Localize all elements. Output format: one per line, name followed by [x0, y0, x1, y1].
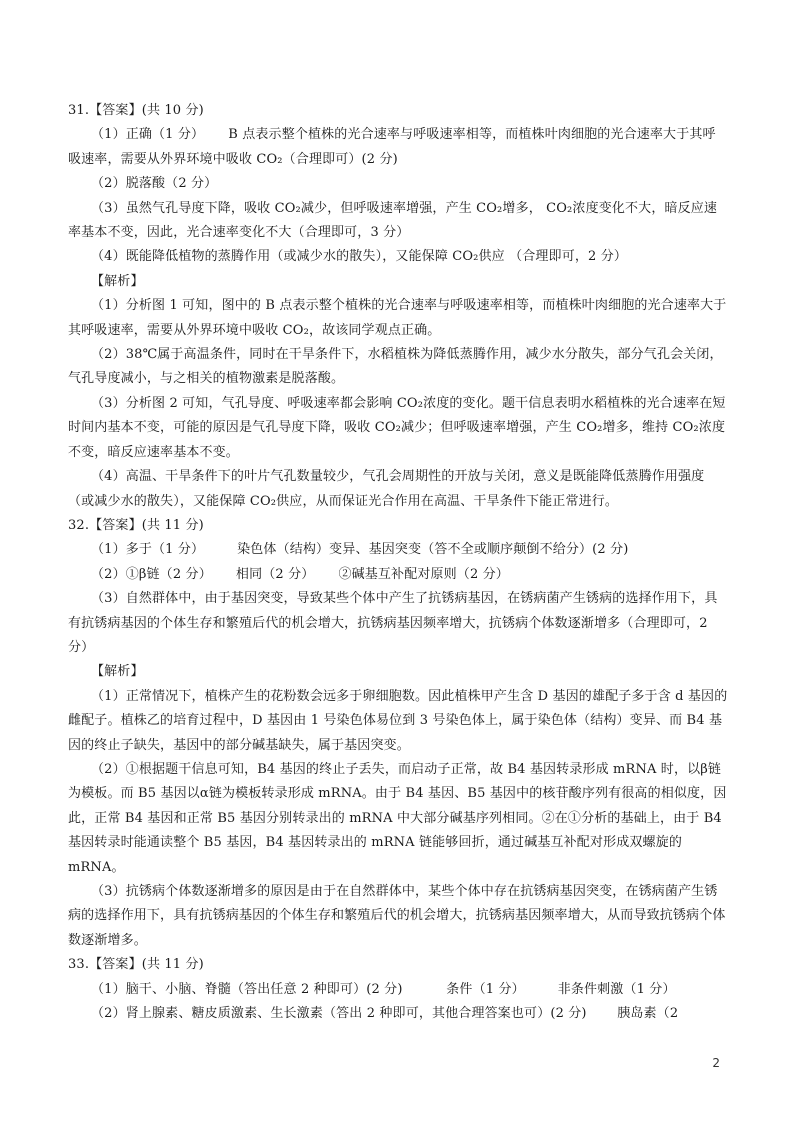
q31-explanation-2: （2）38℃属于高温条件，同时在干旱条件下，水稻植株为降低蒸腾作用，减少水分散失，部分气孔会关闭，气孔导度减小，与之相关的植物激素是脱落酸。 — [68, 347, 723, 387]
q31-analysis-label: 【解析】 — [91, 273, 144, 289]
q32-explanation-3: （3）抗锈病个体数逐渐增多的原因是由于在自然群体中，某些个体中存在抗锈病基因突变，在锈病菌产生锈病的选择作用下，具有抗锈病基因的个体生存和繁殖后代的机会增大，抗锈病基因频率增大，从而导致抗锈病个体数逐渐增多。 — [68, 884, 726, 948]
q33-heading: 33.【答案】(共 11 分) — [68, 957, 204, 973]
q32-analysis-label: 【解析】 — [91, 664, 144, 680]
q32-answer-2: （2）①β链（2 分） 相同（2 分） ②碱基互补配对原则（2 分） — [91, 566, 509, 582]
page-number: 2 — [712, 1056, 720, 1070]
q32-answer-1: （1）多于（1 分） 染色体（结构）变异、基因突变（答不全或顺序颠倒不给分）(2 分) — [91, 542, 629, 558]
q32-heading: 32.【答案】(共 11 分) — [68, 517, 204, 533]
q32-explanation-1: （1）正常情况下，植株产生的花粉数会远多于卵细胞数。因此植株甲产生含 D 基因的雄配子多于含 d 基因的雌配子。植株乙的培育过程中，D 基因由 1 号染色体易位到 3 号染色体上，属于染色体（结构）变异、而 B4 基因的终止子缺失，基因中的部分碱基缺失，属于基因突变。 — [68, 688, 728, 753]
q31-explanation-4: （4）高温、干旱条件下的叶片气孔数量较少，气孔会周期性的开放与关闭，意义是既能降低蒸腾作用强度（或减少水的散失），又能保障 CO₂供应，从而保证光合作用在高温、干旱条件下能正常进行。 — [68, 469, 705, 509]
q31-answer-1: （1）正确（1 分） B 点表示整个植株的光合速率与呼吸速率相等，而植株叶肉细胞的光合速率大于其呼吸速率，需要从外界环境中吸收 CO₂（合理即可）(2 分) — [68, 127, 716, 167]
q31-answer-4: （4）既能降低植物的蒸腾作用（或减少水的散失），又能保障 CO₂供应 （合理即可，2 分） — [91, 249, 628, 265]
q32-explanation-2: （2）①根据题干信息可知，B4 基因的终止子丢失，而启动子正常，故 B4 基因转录形成 mRNA 时，以β链为模板。而 B5 基因以α链为模板转录形成 mRNA。由于 B4 基因、B5 基因中的核苷酸序列有很高的相似度，因此，正常 B4 基因和正常 B5 基因分别转录出的 mRNA 中大部分碱基序列相同。②在①分析的基础上，由于 B4 基因转录时能通读整个 B5 基因，B4 基因转录出的 mRNA 链能够回折，通过碱基互补配对形成双螺旋的 mRNA。 — [68, 761, 727, 875]
q33-answer-1: （1）脑干、小脑、脊髓（答出任意 2 种即可）(2 分) 条件（1 分） 非条件刺激（1 分） — [91, 981, 676, 997]
q31-explanation-1: （1）分析图 1 可知，图中的 B 点表示整个植株的光合速率与呼吸速率相等，而植株叶肉细胞的光合速率大于其呼吸速率，需要从外界环境中吸收 CO₂，故该同学观点正确。 — [68, 298, 727, 338]
q31-answer-2: （2）脱落酸（2 分） — [91, 176, 218, 192]
answer-content — [68, 99, 728, 1026]
q32-answer-3: （3）自然群体中，由于基因突变，导致某些个体中产生了抗锈病基因，在锈病菌产生锈病的选择作用下，具有抗锈病基因的个体生存和繁殖后代的机会增大，抗锈病基因频率增大，抗锈病个体数逐渐增多（合理即可，2 分） — [68, 591, 718, 655]
q33-answer-2: （2）肾上腺素、糖皮质激素、生长激素（答出 2 种即可，其他合理答案也可）(2 分) 胰岛素（2 — [91, 1006, 679, 1022]
q31-explanation-3: （3）分析图 2 可知，气孔导度、呼吸速率都会影响 CO₂浓度的变化。题干信息表明水稻植株的光合速率在短时间内基本不变，可能的原因是气孔导度下降，吸收 CO₂减少；但呼吸速率增强，产生 CO₂增多，维持 CO₂浓度不变，暗反应速率基本不变。 — [68, 395, 726, 460]
q31-heading: 31.【答案】(共 10 分) — [68, 103, 204, 118]
q31-answer-3: （3）虽然气孔导度下降，吸收 CO₂减少，但呼吸速率增强，产生 CO₂增多， CO₂浓度变化不大，暗反应速率基本不变，因此，光合速率变化不大（合理即可，3 分） — [68, 200, 718, 241]
